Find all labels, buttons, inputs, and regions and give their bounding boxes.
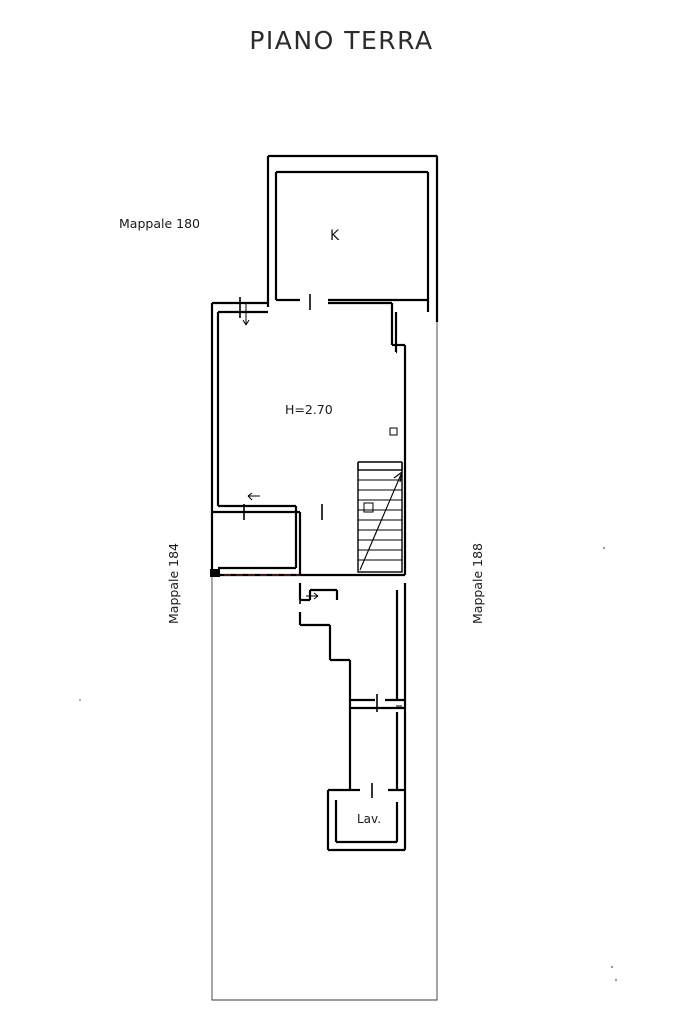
label-mappale-180: Mappale 180 [119, 216, 200, 231]
staircase [358, 462, 402, 572]
label-mappale-188: Mappale 188 [470, 543, 485, 624]
page-title: PIANO TERRA [249, 26, 434, 55]
label-kitchen: K [330, 228, 340, 244]
main-apartment-walls [212, 303, 405, 575]
lower-section-walls [300, 583, 405, 850]
door-symbols [240, 294, 402, 798]
boundary-marker [210, 569, 220, 577]
fixture-marker-stair [364, 503, 373, 512]
fixture-marker-room [390, 428, 397, 435]
label-ceiling-height: H=2.70 [285, 402, 333, 417]
kitchen-walls [268, 156, 437, 322]
label-laundry: Lav. [357, 812, 382, 826]
texture-dots [79, 547, 617, 981]
property-boundary-outline [212, 155, 437, 1000]
label-mappale-184: Mappale 184 [166, 543, 181, 624]
